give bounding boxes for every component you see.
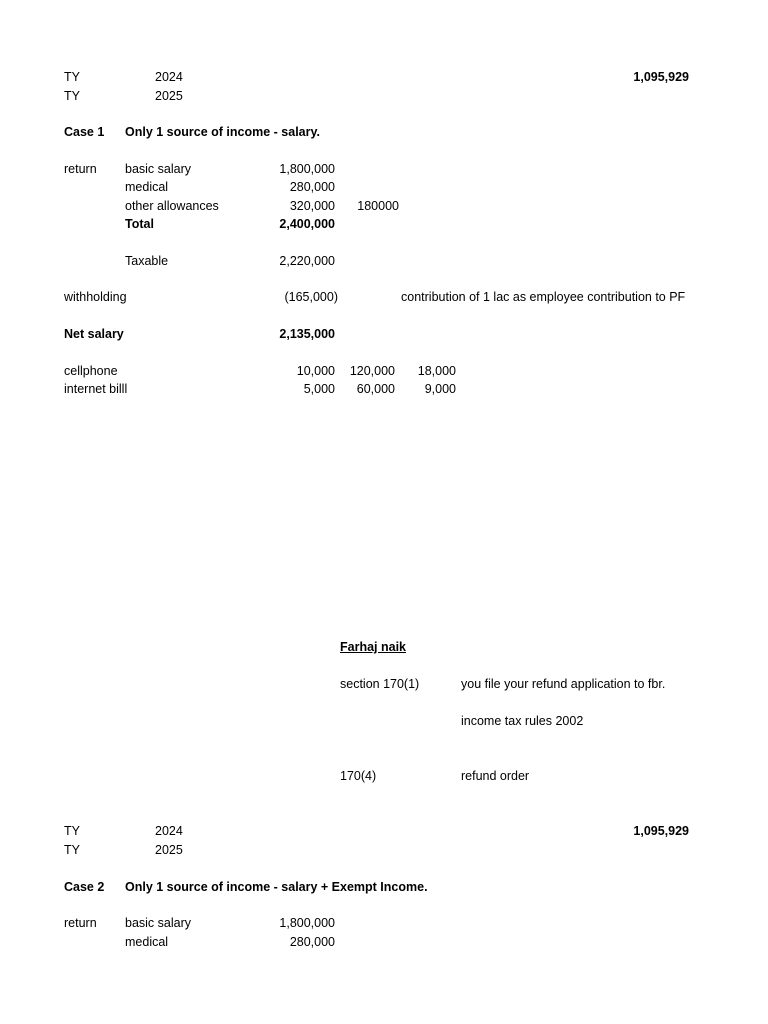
ty-label-1: TY: [64, 824, 80, 838]
case2-item-label: basic salary: [125, 916, 191, 930]
bill-tax: 9,000: [424, 382, 456, 396]
case1-item-extra: 180000: [357, 199, 399, 213]
case2-label: Case 2: [64, 880, 105, 894]
note-section2-text: refund order: [461, 769, 530, 783]
case1-taxable-amount: 2,220,000: [279, 254, 335, 268]
ty-year-2: 2025: [155, 843, 183, 857]
case1-return-label: return: [64, 162, 97, 176]
note-section-label: section 170(1): [340, 677, 420, 691]
bill-label: cellphone: [64, 364, 118, 378]
ty-label-2: TY: [64, 843, 80, 857]
ty-year-1: 2024: [155, 824, 183, 838]
case1-item-amount: 1,800,000: [279, 162, 335, 176]
note-name: Farhaj naik: [340, 640, 406, 654]
case1-withholding-label: withholding: [64, 290, 127, 304]
case1-item-label: other allowances: [125, 199, 219, 213]
bill-label: internet billl: [64, 382, 128, 396]
case2-item-amount: 1,800,000: [279, 916, 335, 930]
bill-annual: 60,000: [356, 382, 395, 396]
ty-value-1: 1,095,929: [633, 824, 689, 838]
case1-item-label: basic salary: [125, 162, 191, 176]
case1-withholding-note: contribution of 1 lac as employee contribution to PF: [401, 290, 686, 304]
note-section-text: you file your refund application to fbr.: [461, 677, 666, 691]
case1-net-amount: 2,135,000: [279, 327, 335, 341]
case2-item-label: medical: [125, 935, 169, 949]
note-rules-text: income tax rules 2002: [461, 714, 584, 728]
ty-value-1: 1,095,929: [633, 70, 689, 84]
case1-total-label: Total: [125, 217, 154, 231]
ty-year-1: 2024: [155, 70, 183, 84]
case1-item-amount: 280,000: [289, 180, 335, 194]
case1-withholding-amount: (165,000): [284, 290, 338, 304]
case2-description: Only 1 source of income - salary + Exempt Income.: [125, 880, 428, 894]
bill-monthly: 10,000: [296, 364, 335, 378]
case1-taxable-label: Taxable: [125, 254, 169, 268]
case1-total-amount: 2,400,000: [279, 217, 335, 231]
case1-item-amount: 320,000: [289, 199, 335, 213]
case2-item-amount: 280,000: [289, 935, 335, 949]
bill-annual: 120,000: [349, 364, 395, 378]
ty-label-2: TY: [64, 89, 80, 103]
case1-net-label: Net salary: [64, 327, 124, 341]
ty-year-2: 2025: [155, 89, 183, 103]
case1-label: Case 1: [64, 125, 105, 139]
case1-description: Only 1 source of income - salary.: [125, 125, 320, 139]
case2-return-label: return: [64, 916, 97, 930]
case1-item-label: medical: [125, 180, 169, 194]
note-section2-label: 170(4): [340, 769, 377, 783]
ty-label-1: TY: [64, 70, 80, 84]
bill-monthly: 5,000: [303, 382, 335, 396]
bill-tax: 18,000: [417, 364, 456, 378]
